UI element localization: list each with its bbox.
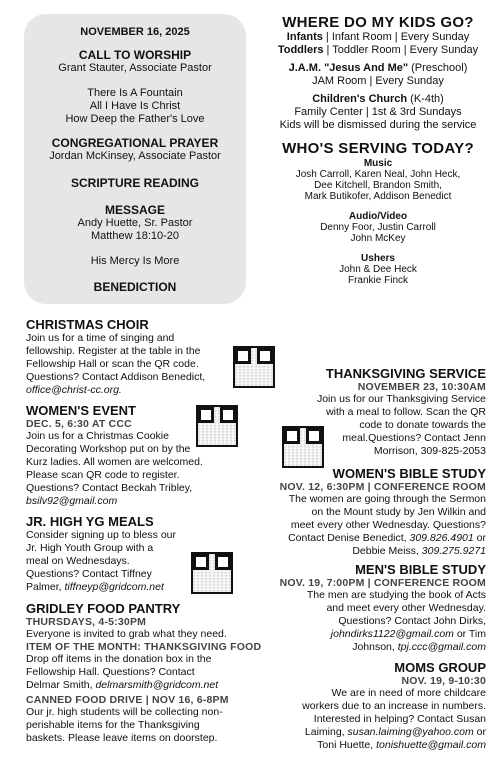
choir-line-4: Questions? Contact Addison Benedict, [26,371,206,383]
prayer-heading: CONGREGATIONAL PRAYER [51,136,219,150]
serving-heading: WHO'S SERVING TODAY? [282,140,474,157]
music-names-1: Josh Carroll, Karen Neal, John Heck, [295,169,461,180]
music-names-3: Mark Butikofer, Addison Benedict [304,191,452,202]
choir-line-3: Fellowship Hall or scan the QR code. [26,358,199,370]
ushers-names-2: Frankie Finck [347,275,408,286]
music-names-2: Dee Kitchell, Brandon Smith, [314,180,442,191]
thanksgiving-line-1: Join us for our Thanksgiving Service [316,393,486,405]
mens-study-date: NOV. 19, 7:00PM | CONFERENCE ROOM [279,577,486,589]
toddlers-line: Toddlers | Toddler Room | Every Sunday [277,44,479,56]
moms-email-2[interactable]: tonishuette@gmail.com [376,739,486,751]
childrens-church-location: Family Center | 1st & 3rd Sundays [294,106,462,118]
item-of-month-heading: ITEM OF THE MONTH: THANKSGIVING FOOD [26,641,262,653]
womens-event-line-1: Join us for a Christmas Cookie [26,430,169,442]
choir-heading: CHRISTMAS CHOIR [26,317,149,332]
message-speaker: Andy Huette, Sr. Pastor [77,217,193,229]
item-line-1: Drop off items in the donation box in the [26,653,212,665]
womens-study-date: NOV. 12, 6:30PM | CONFERENCE ROOM [279,481,486,493]
drive-line-3: baskets. Please leave items on doorstep. [26,732,218,744]
thanksgiving-line-2: with a meal to follow. Scan the QR [326,406,486,418]
jr-high-line-1: Consider signing up to bless our [26,529,177,541]
kids-and-serving-section [262,14,494,286]
thanksgiving-qr-code-icon[interactable] [282,426,324,468]
womens-study-heading: WOMEN'S BIBLE STUDY [332,466,486,481]
jr-high-heading: JR. HIGH YG MEALS [26,514,154,529]
womens-event-line-2: Decorating Workshop put on by the [26,443,191,455]
womens-study-line-1: The women are going through the Sermon [288,493,486,505]
moms-date: NOV. 19, 9-10:30 [401,675,486,687]
moms-email-1[interactable]: susan.laiming@yahoo.com [347,726,474,738]
mens-study-email-1[interactable]: johndirks1122@gmail.com [330,628,454,640]
womens-event-date: DEC. 5, 6:30 AT CCC [26,418,132,430]
womens-study-line-3: meet every other Wednesday. Questions? [290,519,486,531]
service-date: NOVEMBER 16, 2025 [80,26,190,38]
mens-bible-study-section: MEN'S BIBLE STUDY NOV. 19, 7:00PM | CONFERENCE ROOM The men are studying the book of Acts and meet every other Wednesday. Questions? Contact John Dirks, johndirks1122@gmail.com or Tim Johnson, tpj.ccc@gmail.com [262,562,486,654]
thanksgiving-line-5: Morrison, 309-825-2053 [373,445,486,457]
moms-line-2: workers due to an increase in numbers. [302,700,486,712]
moms-line-3: Interested in helping? Contact Susan [313,713,486,725]
jr-high-line-4: Questions? Contact Tiffney [26,568,152,580]
call-to-worship-heading: CALL TO WORSHIP [78,48,192,62]
av-names-2: John McKey [350,233,406,244]
prayer-leader: Jordan McKinsey, Associate Pastor [49,150,221,162]
womens-event-line-5: Questions? Contact Beckah Tribley, [26,482,193,494]
jr-high-qr-code-icon[interactable] [191,552,233,594]
message-heading: MESSAGE [104,203,165,217]
mens-study-line-1: The men are studying the book of Acts [306,589,486,601]
drive-line-2: perishable items for the Thanksgiving [26,719,200,731]
jr-high-meals-section: JR. HIGH YG MEALS Consider signing up to bless our Jr. High Youth Group with a meal on Wednesdays. Questions? Contact Tiffney Palmer, tiffneyp@gridcom.net [26,514,266,594]
jr-high-line-3: meal on Wednesdays. [26,555,130,567]
song-1: There Is A Fountain [87,87,183,99]
choir-line-1: Join us for a time of singing and [26,332,175,344]
call-to-worship-leader: Grant Stauter, Associate Pastor [58,62,212,74]
childrens-church-note: Kids will be dismissed during the service [279,119,477,131]
choir-email-link[interactable]: office@christ-cc.org. [26,384,122,396]
moms-line-1: We are in need of more childcare [331,687,486,699]
jam-location: JAM Room | Every Sunday [312,75,444,87]
mens-study-heading: MEN'S BIBLE STUDY [355,562,486,577]
mens-study-email-2[interactable]: tpj.ccc@gmail.com [397,641,486,653]
pantry-intro: Everyone is invited to grab what they need. [26,628,227,640]
ushers-label: Ushers [361,253,395,264]
thanksgiving-line-4: meal.Questions? Contact Jenn [342,432,486,444]
jr-high-email-link[interactable]: tiffneyp@gridcom.net [64,581,164,593]
womens-event-email-link[interactable]: bsilv92@gmail.com [26,495,118,507]
av-names-1: Denny Foor, Justin Carroll [320,222,436,233]
kids-heading: WHERE DO MY KIDS GO? [282,14,474,31]
message-passage: Matthew 18:10-20 [90,230,180,242]
item-line-2: Fellowship Hall. Questions? Contact [26,666,195,678]
song-3: How Deep the Father's Love [65,113,205,125]
womens-event-line-3: Kurz ladies. All women are welcomed. [26,456,203,468]
choir-line-2: fellowship. Register at the table in the [26,345,201,357]
womens-study-phone-2[interactable]: 309.275.9271 [421,545,486,557]
childrens-church-line: Children's Church (K-4th) [312,93,444,105]
pantry-hours: THURSDAYS, 4-5:30PM [26,616,147,628]
womens-bible-study-section: WOMEN'S BIBLE STUDY NOV. 12, 6:30PM | CONFERENCE ROOM The women are going through the Sermon on the Mount study by Jen Wilkin and meet every other Wednesday. Questions? Contact Denise Benedict, 309.826.4901 or Debbie Meiss, 309.275.9271 [256,466,486,558]
order-of-service-card [24,14,246,304]
thanksgiving-date: NOVEMBER 23, 10:30AM [357,381,486,393]
womens-event-qr-code-icon[interactable] [196,405,238,447]
song-2: All I Have Is Christ [89,100,181,112]
jam-line: J.A.M. "Jesus And Me" (Preschool) [288,62,468,74]
womens-study-line-2: on the Mount study by Jen Wilkin and [311,506,486,518]
jr-high-line-2: Jr. High Youth Group with a [26,542,154,554]
pantry-heading: GRIDLEY FOOD PANTRY [26,601,181,616]
womens-study-phone-1[interactable]: 309.826.4901 [409,532,474,544]
mens-study-line-2: and meet every other Wednesday. [326,602,486,614]
womens-event-line-4: Please scan QR code to register. [26,469,180,481]
moms-heading: MOMS GROUP [394,660,486,675]
mens-study-line-3: Questions? Contact John Dirks, [338,615,486,627]
womens-event-heading: WOMEN'S EVENT [26,403,136,418]
canned-food-drive-heading: CANNED FOOD DRIVE | NOV 16, 6-8PM [26,694,229,706]
ushers-names-1: John & Dee Heck [339,264,417,275]
thanksgiving-heading: THANKSGIVING SERVICE [325,366,486,381]
moms-group-section: MOMS GROUP NOV. 19, 9-10:30 We are in need of more childcare workers due to an increase in numbers. Interested in helping? Contact Susan Laiming, susan.laiming@yahoo.com or Toni Huette, tonishuette@gmail.com [256,660,486,752]
food-pantry-section: GRIDLEY FOOD PANTRY THURSDAYS, 4-5:30PM Everyone is invited to grab what they need. ITEM OF THE MONTH: THANKSGIVING FOOD Drop off items in the donation box in the Fellowship Hall. Questions? Contact Delmar Smith, delmarsmith@gridcom.net CANNED FOOD DRIVE | NOV 16, 6-8PM Our jr. high students will be collecting non- perishable items for the Thanksgiving baskets. Please leave items on doorstep. [26,601,266,745]
closing-song: His Mercy Is More [90,255,180,267]
pantry-email-link[interactable]: delmarsmith@gridcom.net [95,679,219,691]
music-label: Music [363,158,393,169]
drive-line-1: Our jr. high students will be collecting non- [26,706,223,718]
christmas-choir-section [26,317,266,397]
audio-video-label: Audio/Video [348,211,408,222]
infants-line: Infants | Infant Room | Every Sunday [286,31,470,43]
thanksgiving-line-3: code to donate towards the [359,419,486,431]
scripture-heading: SCRIPTURE READING [70,176,199,190]
benediction-heading: BENEDICTION [93,280,177,294]
